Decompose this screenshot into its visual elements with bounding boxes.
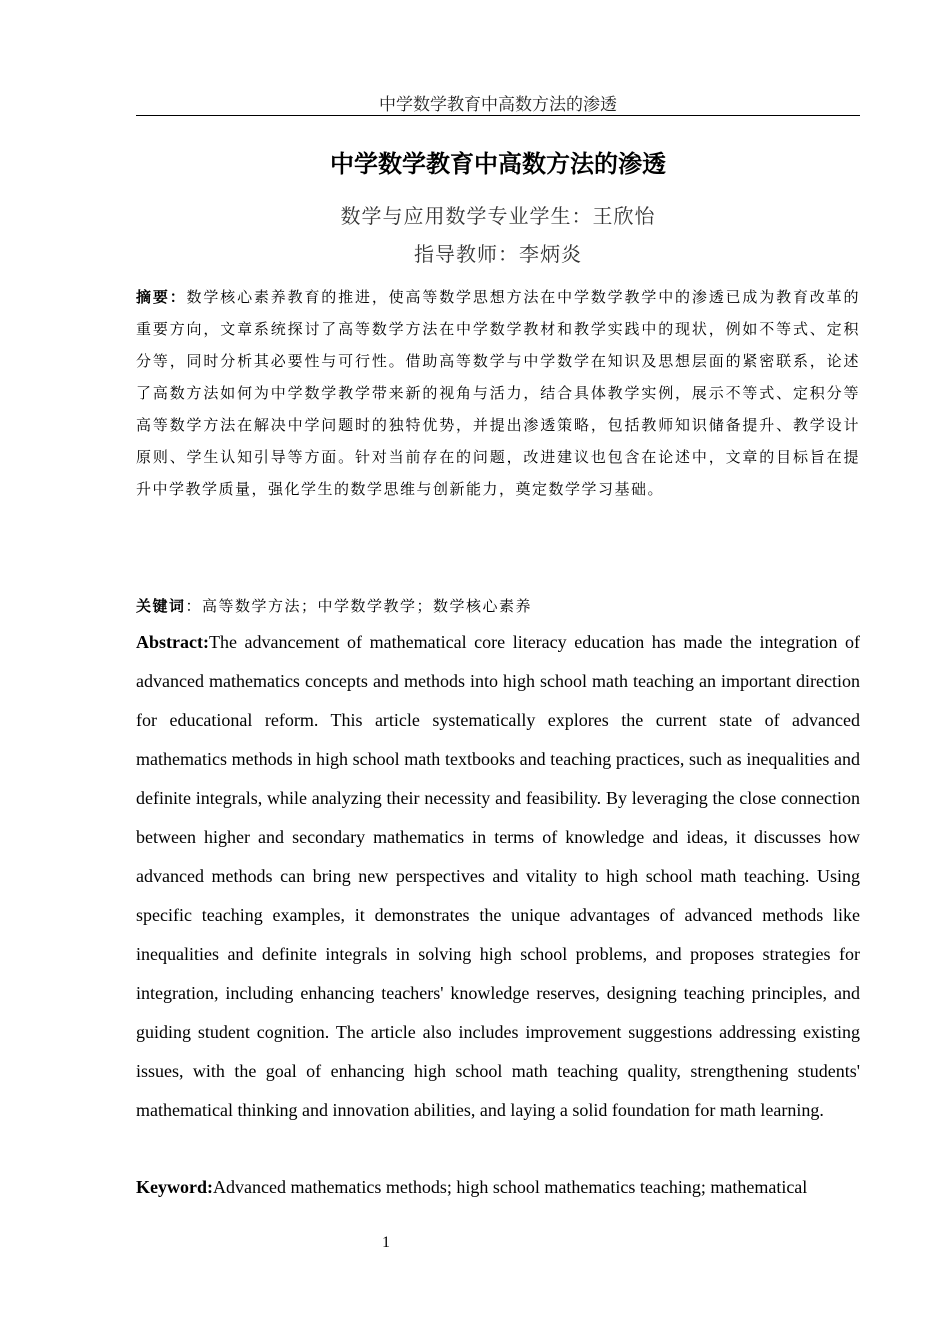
chinese-keywords (136, 592, 860, 620)
running-header: 中学数学教育中高数方法的渗透 (379, 95, 617, 115)
english-keywords (136, 1170, 860, 1204)
chinese-keywords-label: 关键词 (136, 597, 186, 615)
english-abstract-label: Abstract: (136, 632, 209, 652)
chinese-abstract-label: 摘要： (136, 288, 187, 306)
chinese-keywords-text: ：高等数学方法；中学数学教学；数学核心素养 (185, 597, 533, 615)
english-keywords-label: Keyword: (136, 1177, 213, 1197)
student-author-line: 数学与应用数学专业学生：王欣怡 (340, 204, 656, 228)
header-divider (136, 115, 860, 116)
chinese-abstract-text: 数学核心素养教育的推进，使高等数学思想方法在中学数学教学中的渗透已成为教育改革的重要方向，文章系统探讨了高等数学方法在中学数学教材和教学实践中的现状，例如不等式、定积分等，同时分析其必要性与可行性。借助高等数学与中学数学在知识及思想层面的紧密联系，论述了高数方法如何为中学数学教学带来新的视角与活力，结合具体教学实例，展示不等式、定积分等高等数学方法在解决中学问题时的独特优势，并提出渗透策略，包括教师知识储备提升、教学设计原则、学生认知引导等方面。针对当前存在的问题，改进建议也包含在论述中，文章的目标旨在提升中学教学质量，强化学生的数学思维与创新能力，奠定数学学习基础。 (136, 288, 860, 498)
paper-title: 中学数学教育中高数方法的渗透 (330, 150, 666, 178)
advisor-line: 指导教师：李炳炎 (414, 242, 582, 266)
english-abstract-text: The advancement of mathematical core literacy education has made the integration of advanced mathematics concepts and methods into high school math teaching an important direction for educational reform. This article systematically explores the current state of advanced mathematics methods in high school math textbooks and teaching practices, such as inequalities and definite integrals, while analyzing their necessity and feasibility. By leveraging the close connection between higher and secondary mathematics in terms of knowledge and ideas, it discusses how advanced methods can bring new perspectives and vitality to high school math teaching. Using specific teaching examples, it demonstrates the unique advantages of advanced methods like inequalities and definite integrals in solving high school problems, and proposes strategies for integration, including enhancing teachers' knowledge reserves, designing teaching principles, and guiding student cognition. The article also includes improvement suggestions addressing existing issues, with the goal of enhancing high school math teaching quality, strengthening students' mathematical thinking and innovation abilities, and laying a solid foundation for math learning. (136, 632, 860, 1120)
chinese-abstract (136, 281, 860, 505)
page-number: 1 (382, 1234, 390, 1251)
english-keywords-text: Advanced mathematics methods; high school mathematics teaching; mathematical (212, 1177, 808, 1197)
english-abstract (136, 623, 860, 1130)
